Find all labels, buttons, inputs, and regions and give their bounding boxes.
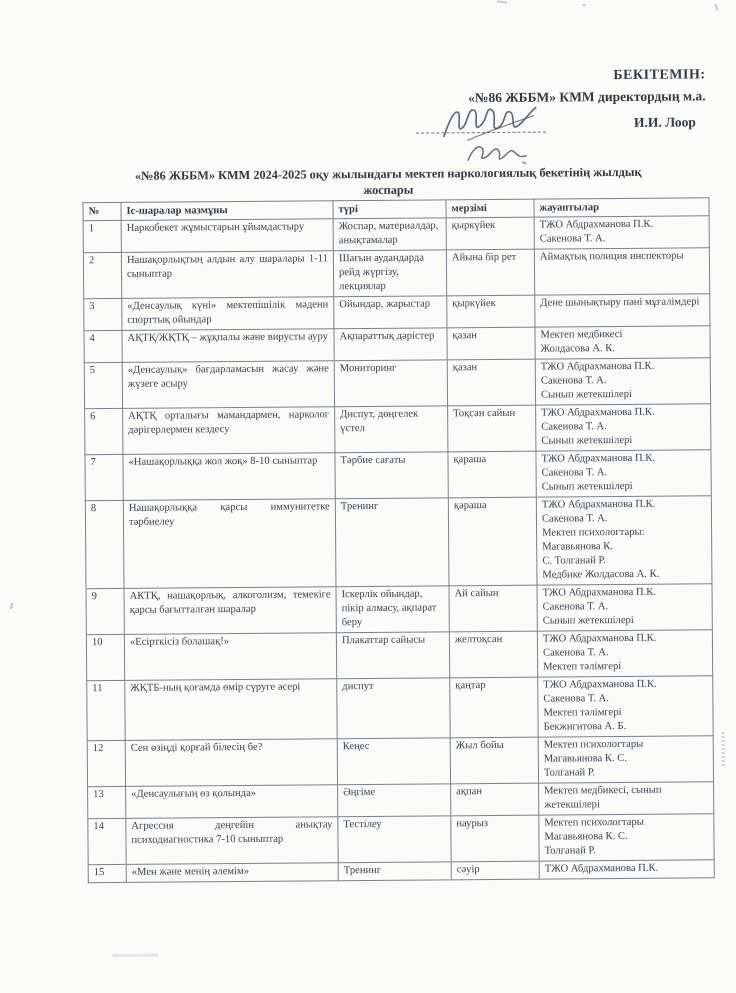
cell-term: Айына бір рет xyxy=(446,249,534,296)
cell-no: 11 xyxy=(87,680,125,740)
cell-content: «Денсаулық» бағдарламасын жасау және жүзеге асыру xyxy=(122,361,334,409)
cell-content: Нашақорлықтың алдын алу шаралары 1-11 сыныптар xyxy=(121,251,333,299)
table-row xyxy=(87,676,713,741)
cell-resp: Мектеп психологтары Магавьянова К. С. Толганай Р. xyxy=(539,814,714,861)
cell-resp: Мектеп медбикесі Жолдасова А. К. xyxy=(535,326,710,359)
cell-type: Мониторинг xyxy=(334,360,447,407)
table-row xyxy=(88,814,714,865)
cell-no: 12 xyxy=(87,740,125,786)
cell-no: 15 xyxy=(88,864,126,882)
cell-term: Жыл бойы xyxy=(450,737,538,784)
cell-no: 10 xyxy=(86,634,124,680)
scan-artifact xyxy=(722,732,725,766)
cell-resp: Аймақтық полиция инспекторы xyxy=(534,248,709,295)
cell-resp: ТЖО Абдрахманова П.К. Сакенова Т. А. Сынып жетекшілері xyxy=(536,450,711,497)
cell-term: Тоқсан сайын xyxy=(448,405,536,452)
table-row xyxy=(88,860,714,883)
cell-content: «Мен және менің әлемім» xyxy=(126,863,338,883)
cell-term: қазан xyxy=(447,327,535,360)
table-row xyxy=(84,294,710,331)
cell-no: 9 xyxy=(86,588,124,634)
cell-no: 3 xyxy=(84,298,122,330)
cell-type: Диспут, дөңгелек үстел xyxy=(335,406,448,453)
cell-term: сәуір xyxy=(451,861,539,880)
cell-resp: ТЖО Абдрахманова П.К. Сакенова Т. А. xyxy=(534,216,709,249)
table-row xyxy=(86,584,712,635)
cell-resp: ТЖО Абдрахманова П.К. Сакенова Т. А. Сынып жетекшілері xyxy=(535,358,710,405)
cell-content: Агрессия деңгейін анықтау психодиагностика 7-10 сыныптар xyxy=(126,817,338,865)
cell-resp: Мектеп медбикесі, сынып жетекшілері xyxy=(539,782,714,815)
cell-type: Ойындар, жарыстар xyxy=(334,296,447,329)
cell-resp: ТЖО Абдрахманова П.К. Сакенова Т. А. Мектеп психологтары: Магавьянова К. С. Толганай Р. Медбике Жолдасова А. К. xyxy=(536,496,712,585)
table-row xyxy=(84,358,710,409)
approval-label: БЕКІТЕМІН: xyxy=(613,67,706,84)
page-title xyxy=(68,163,708,200)
cell-content: АҚТҚ орталығы мамандармен, нарколог дәрігерлермен кездесу xyxy=(123,407,335,455)
cell-content: Нашақорлыққа қарсы иммунитетке тәрбиелеу xyxy=(123,499,336,589)
cell-no: 13 xyxy=(88,786,126,818)
cell-content: Наркобекет жұмыстарын ұйымдастыру xyxy=(121,219,333,253)
page-title-line2: жоспары xyxy=(363,182,414,198)
cell-term: қазан xyxy=(447,359,535,406)
cell-no: 4 xyxy=(84,330,122,362)
table-row xyxy=(85,404,711,455)
cell-no: 6 xyxy=(85,408,123,454)
cell-type: Кеңес xyxy=(337,738,450,785)
cell-term: наурыз xyxy=(451,815,539,862)
table-row xyxy=(85,496,712,589)
signature-row xyxy=(346,112,706,141)
cell-content: ЖҚТБ-ның қоғамда өмір сүруге әсері xyxy=(125,679,337,741)
cell-no: 7 xyxy=(85,454,123,500)
scan-artifact xyxy=(10,603,13,609)
cell-content: АҚТҚ/ЖҚТҚ – жұқпалы және вирусты ауру xyxy=(122,329,334,363)
cell-type: Тестілеу xyxy=(338,816,451,863)
page-title-line1: «№86 ЖББМ» КММ 2024-2025 оқу жылындағы мектеп наркологиялық бекетінің жылдық xyxy=(134,164,642,183)
table-row xyxy=(88,782,714,819)
plan-table xyxy=(82,197,714,883)
cell-term: қаңтар xyxy=(450,677,538,738)
cell-content: «Денсаулық күні» мектепішілік мәдени спорттық ойындар xyxy=(122,297,334,331)
cell-type: Шағын аудандарда рейд жүргізу, лекциялар xyxy=(333,250,446,297)
handwritten-date-icon xyxy=(464,138,534,169)
cell-type: Іскерлік ойындар, пікір алмасу, ақпарат беру xyxy=(336,586,449,633)
cell-no: 2 xyxy=(83,252,121,298)
cell-type: диспут xyxy=(337,678,450,739)
cell-content: «Нашақорлыққа жол жоқ» 8-10 сыныптар xyxy=(123,453,335,501)
cell-resp: ТЖО Абдрахманова П.К. Сакенова Т. А. Мектеп тәлімгері Бекжигитова А. Б. xyxy=(538,676,713,737)
approver-name: И.И. Лоор xyxy=(633,114,696,130)
cell-no: 8 xyxy=(85,500,124,588)
cell-content: «Есірткісіз болашақ!» xyxy=(124,633,336,681)
cell-no: 1 xyxy=(83,220,121,252)
table-row xyxy=(87,736,713,787)
cell-type: Тәрбие сағаты xyxy=(335,452,448,499)
table-row xyxy=(84,326,710,363)
cell-resp: ТЖО Абдрахманова П.К. Сакенова Т. А. Сынып жетекшілері xyxy=(536,404,711,451)
cell-term: ақпан xyxy=(451,783,539,816)
cell-term: Ай сайын xyxy=(449,585,537,632)
cell-term: қараша xyxy=(448,451,536,498)
cell-content: Сен өзіңді қорғай білесің бе? xyxy=(125,739,337,787)
cell-term: қараша xyxy=(448,497,537,586)
cell-type: Тренинг xyxy=(338,862,451,881)
table-row xyxy=(83,216,709,253)
cell-content: АКТҚ, нашақорлық, алкоголизм, темекіге қарсы бағытталған шаралар xyxy=(124,587,336,635)
cell-resp: ТЖО Абдрахманова П.К. Сакенова Т. А. Мектеп тәлімгері xyxy=(537,630,712,677)
header-type: түрі xyxy=(333,200,446,219)
cell-type: Плакаттар сайысы xyxy=(336,632,449,679)
scan-artifact xyxy=(497,0,507,3)
scan-artifact xyxy=(582,4,586,6)
approval-role: «№86 ЖББМ» КММ директордың м.а. xyxy=(468,88,706,106)
scan-artifact xyxy=(714,4,718,11)
cell-type: Ақпараттық дәрістер xyxy=(334,328,447,361)
cell-resp: Дене шынықтыру пәні мұғалімдері xyxy=(535,294,710,327)
header-no: № xyxy=(83,202,121,220)
approval-block xyxy=(345,67,706,141)
header-content: Іс-шаралар мазмұны xyxy=(121,201,333,221)
header-responsible: жауаптылар xyxy=(534,198,709,217)
cell-resp: ТЖО Абдрахманова П.К. xyxy=(539,860,714,879)
cell-no: 14 xyxy=(88,818,126,864)
table-row xyxy=(86,630,712,681)
cell-resp: Мектеп психологтары Магавьянова К. С. Толганай Р. xyxy=(538,736,713,783)
table-row xyxy=(83,248,709,299)
cell-no: 5 xyxy=(84,362,122,408)
cell-type: Тренинг xyxy=(335,498,449,587)
cell-term: қыркүйек xyxy=(446,217,534,250)
cell-resp: ТЖО Абдрахманова П.К. Сакенова Т. А. Сынып жетекшілері xyxy=(537,584,712,631)
header-term: мерзімі xyxy=(446,199,534,218)
cell-type: Жоспар, материалдар, анықтамалар xyxy=(333,218,446,251)
cell-term: қыркүйек xyxy=(447,295,535,328)
scan-artifact xyxy=(112,954,158,957)
cell-type: Әңгіме xyxy=(338,784,451,817)
cell-term: желтоқсан xyxy=(449,631,537,678)
cell-content: «Денсаулығың өз қолында» xyxy=(126,785,338,819)
plan-table-body xyxy=(83,216,714,883)
table-row xyxy=(85,450,711,501)
